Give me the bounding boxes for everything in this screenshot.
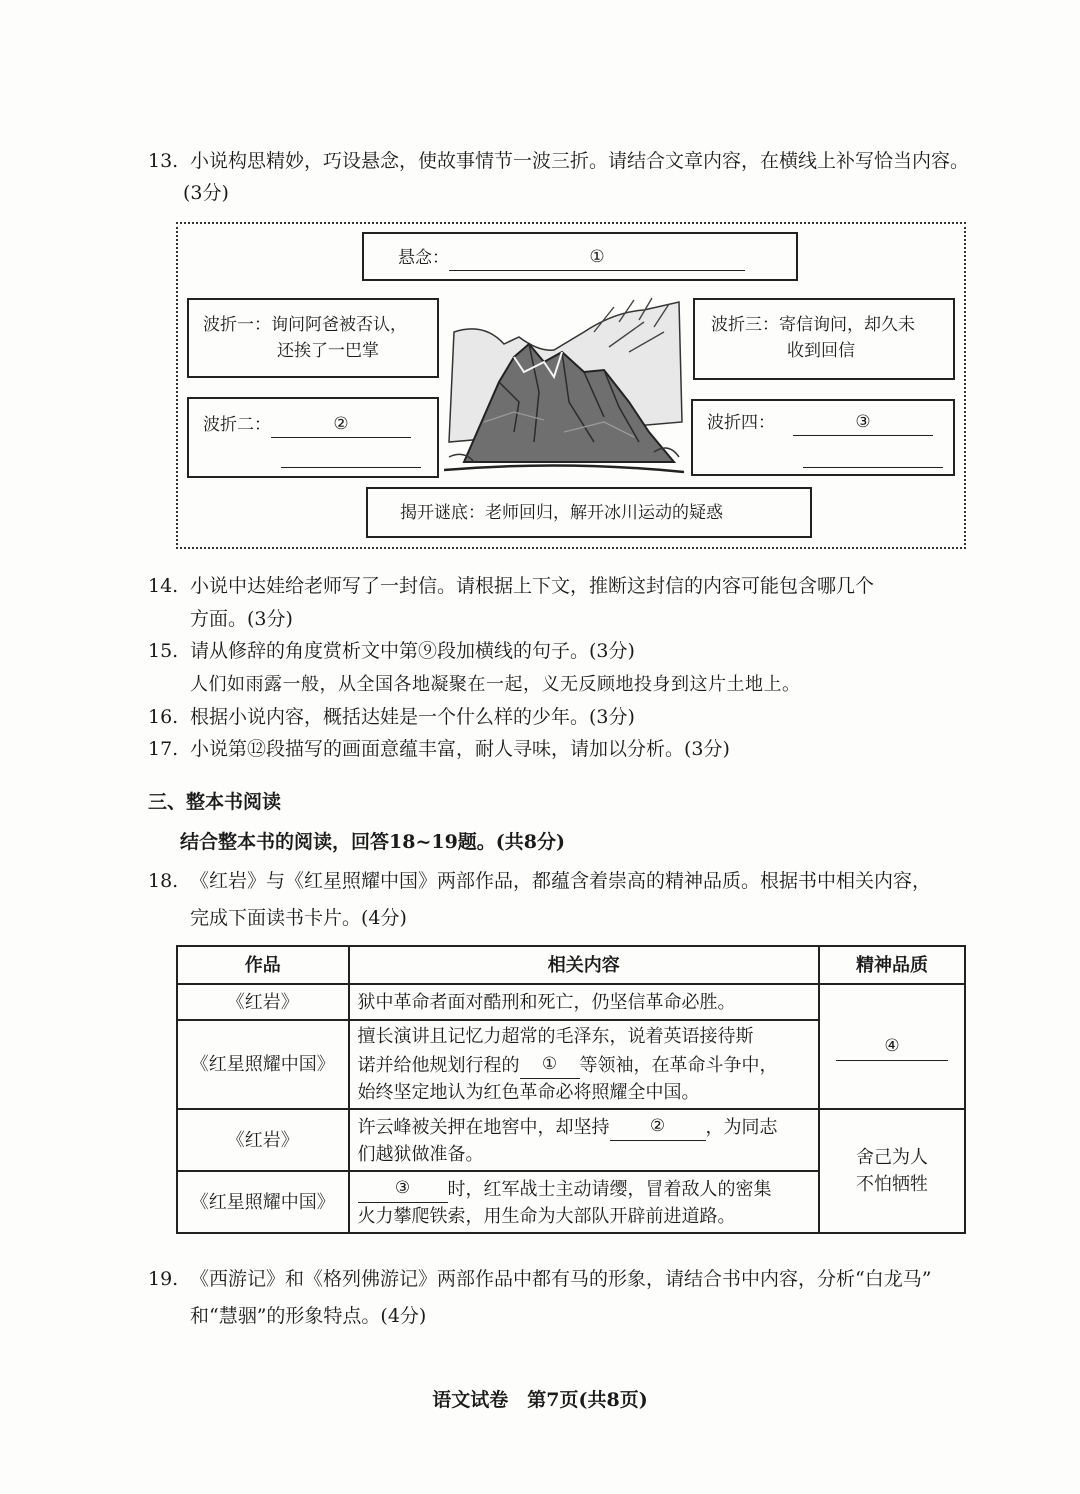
column-header: 精神品质 xyxy=(819,946,965,984)
content-cell: 狱中革命者面对酷刑和死亡，仍坚信革命必胜。 xyxy=(349,984,820,1020)
quality-cell xyxy=(819,984,965,1109)
content-line: 诺并给他规划行程的 xyxy=(357,1055,520,1076)
twist-2-box xyxy=(187,397,439,478)
question-text: 根据小说内容，概括达娃是一个什么样的少年。(3分) xyxy=(190,706,635,728)
answer-blank-3b[interactable] xyxy=(803,459,943,468)
question-number: 17. xyxy=(148,738,179,760)
twist-3-box xyxy=(693,298,955,380)
content-line: 等领袖，在革命斗争中， xyxy=(579,1055,778,1076)
twist-1-text-cont: 还挨了一巴掌 xyxy=(277,341,379,361)
content-line: 擅长演讲且记忆力超常的毛泽东，说着英语接待斯 xyxy=(357,1026,754,1047)
answer-blank-3[interactable] xyxy=(793,409,933,436)
twist-2-label: 波折二： xyxy=(203,415,271,435)
section-title: 三、整本书阅读 xyxy=(148,791,282,813)
question-number: 19. xyxy=(148,1268,179,1290)
quality-text: 不怕牺牲 xyxy=(856,1174,929,1195)
work-cell: 《红岩》 xyxy=(177,984,349,1020)
content-line: 时，红军战士主动请缨，冒着敌人的密集 xyxy=(447,1179,772,1200)
question-19 xyxy=(0,1266,1080,1292)
reading-card-table xyxy=(176,945,966,1234)
blank-marker: ③ xyxy=(394,1178,411,1198)
quality-text: 舍己为人 xyxy=(856,1147,929,1168)
answer-blank-t1[interactable] xyxy=(520,1050,580,1079)
work-cell: 《红星照耀中国》 xyxy=(177,1020,349,1109)
work-cell: 《红星照耀中国》 xyxy=(177,1171,349,1233)
question-text: 小说第⑫段描写的画面意蕴丰富，耐人寻味，请加以分析。(3分) xyxy=(190,738,730,760)
question-14 xyxy=(0,573,1080,599)
blank-marker: ② xyxy=(333,414,349,434)
reveal-box xyxy=(366,487,812,538)
question-18 xyxy=(0,868,1080,894)
twist-4-box xyxy=(691,399,955,476)
answer-blank-2[interactable] xyxy=(271,411,411,438)
question-text-cont: 方面。(3分) xyxy=(190,608,293,630)
question-text: 小说构思精妙，巧设悬念，使故事情节一波三折。请结合文章内容，在横线上补写恰当内容。 xyxy=(190,150,970,172)
question-text-cont: 和“慧骃”的形象特点。(4分) xyxy=(190,1305,427,1327)
blank-marker: ② xyxy=(649,1116,666,1136)
content-line: ，为同志 xyxy=(705,1117,778,1138)
section-intro: 结合整本书的阅读，回答18~19题。(共8分) xyxy=(180,831,566,853)
content-line: 始终坚定地认为红色革命必将照耀全中国。 xyxy=(357,1082,700,1103)
content-cell xyxy=(349,1171,820,1233)
question-text: 小说中达娃给老师写了一封信。请根据上下文，推断这封信的内容可能包含哪几个 xyxy=(190,575,875,597)
page-footer: 语文试卷 第7页(共8页) xyxy=(432,1389,648,1411)
twist-3-text: 寄信询问，却久未 xyxy=(779,315,915,335)
question-text-cont: 完成下面读书卡片。(4分) xyxy=(190,907,407,929)
twist-3-text-cont: 收到回信 xyxy=(787,341,855,361)
question-number: 14. xyxy=(148,575,179,597)
column-header: 作品 xyxy=(177,946,349,984)
glacier-mountain-illustration xyxy=(444,292,684,480)
twist-1-text: 询问阿爸被否认， xyxy=(271,315,407,335)
answer-blank-t2[interactable] xyxy=(610,1112,706,1141)
twist-1-box xyxy=(187,298,439,378)
suspense-label: 悬念： xyxy=(398,248,449,268)
table-header-row xyxy=(177,946,965,984)
question-number: 15. xyxy=(148,640,179,662)
blank-marker: ① xyxy=(541,1054,558,1074)
answer-blank-1[interactable] xyxy=(449,244,745,271)
answer-blank-t3[interactable] xyxy=(358,1174,448,1203)
content-cell xyxy=(349,1020,820,1109)
content-cell xyxy=(349,1109,820,1171)
twist-3-label: 波折三： xyxy=(711,315,779,335)
blank-marker: ④ xyxy=(884,1036,900,1056)
blank-marker: ① xyxy=(589,247,605,267)
content-line: 火力攀爬铁索，用生命为大部队开辟前进道路。 xyxy=(357,1206,736,1227)
question-16 xyxy=(0,704,1080,730)
content-line: 许云峰被关押在地窖中，却坚持 xyxy=(357,1117,610,1138)
blank-marker: ③ xyxy=(855,412,871,432)
question-text: 《西游记》和《格列佛游记》两部作品中都有马的形象，请结合书中内容，分析“白龙马” xyxy=(190,1268,932,1290)
suspense-box xyxy=(362,232,798,281)
twist-1-label: 波折一： xyxy=(203,315,271,335)
question-text: 请从修辞的角度赏析文中第⑨段加横线的句子。(3分) xyxy=(190,640,635,662)
question-17 xyxy=(0,736,1080,762)
table-row xyxy=(177,1109,965,1171)
question-score: (3分) xyxy=(183,182,229,204)
table-row xyxy=(177,984,965,1020)
question-15 xyxy=(0,638,1080,664)
content-line: 们越狱做准备。 xyxy=(357,1144,484,1165)
question-text: 《红岩》与《红星照耀中国》两部作品，都蕴含着崇高的精神品质。根据书中相关内容， xyxy=(190,870,932,892)
question-number: 18. xyxy=(148,870,179,892)
reveal-text: 揭开谜底：老师回归，解开冰川运动的疑惑 xyxy=(400,503,723,523)
question-13 xyxy=(0,148,1080,174)
quality-cell xyxy=(819,1109,965,1233)
answer-blank-2b[interactable] xyxy=(281,459,421,468)
column-header: 相关内容 xyxy=(349,946,820,984)
quoted-sentence: 人们如雨露一般，从全国各地凝聚在一起，义无反顾地投身到这片土地上。 xyxy=(190,674,801,695)
work-cell: 《红岩》 xyxy=(177,1109,349,1171)
question-number: 13. xyxy=(148,150,179,172)
question-number: 16. xyxy=(148,706,179,728)
answer-blank-4[interactable] xyxy=(836,1032,948,1061)
twist-4-label: 波折四： xyxy=(707,413,775,433)
